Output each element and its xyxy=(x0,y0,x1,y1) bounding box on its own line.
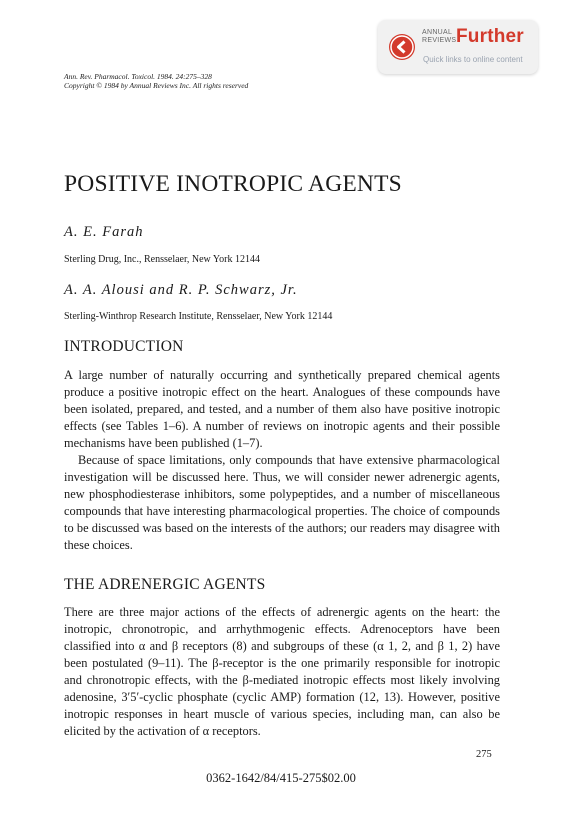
intro-paragraph-2: Because of space limitations, only compounds that have extensive pharmacological investigation will be discussed here. Thus, we will consider newer adrenergic agents, new phosphodiesterase inhibitors, some polypeptides, and a number of miscellaneous compounds that have interesting pharmacological properties. The choice of compounds to be discussed was based on the interests of the authors; our readers may disagree with these choices. xyxy=(64,453,500,552)
banner-further: Further xyxy=(456,26,524,47)
banner-reviews: REVIEWS xyxy=(422,37,457,44)
annual-reviews-further-banner[interactable] xyxy=(378,20,538,74)
article-title: POSITIVE INOTROPIC AGENTS xyxy=(64,171,402,197)
chevron-left-icon xyxy=(389,34,415,60)
citation xyxy=(64,72,248,90)
banner-annual: ANNUAL xyxy=(422,29,453,36)
section-heading-introduction: INTRODUCTION xyxy=(64,338,184,355)
banner-annual-reviews xyxy=(422,29,456,45)
author-1: A. E. Farah xyxy=(64,224,144,240)
citation-line-1: Ann. Rev. Pharmacol. Toxicol. 1984. 24:275–328 xyxy=(64,72,212,81)
article-code: 0362-1642/84/415-275$02.00 xyxy=(206,771,356,785)
section-heading-adrenergic: THE ADRENERGIC AGENTS xyxy=(64,576,266,593)
banner-subtitle: Quick links to online content xyxy=(423,55,523,64)
author-2: A. A. Alousi and R. P. Schwarz, Jr. xyxy=(64,282,298,298)
adrenergic-paragraph-1: There are three major actions of the effects of adrenergic agents on the heart: the inotropic, chronotropic, and arrhythmogenic effects. Adrenoceptors have been classified into α and β receptors (8) and subgroups of these (α 1, 2, and β 1, 2) have been postulated (9–11). The β-receptor is the one primarily responsible for inotropic and chronotropic effects, with the β-mediated inotropic effects most likely involving adenosine, 3′5′-cyclic phosphate (cyclic AMP) formation (12, 13). However, positive inotropic responses in heart muscle of various species, including man, can also be elicited by the activation of α receptors. xyxy=(64,605,500,738)
citation-line-2: Copyright © 1984 by Annual Reviews Inc. All rights reserved xyxy=(64,81,249,90)
page-number: 275 xyxy=(476,749,492,760)
affiliation-2: Sterling-Winthrop Research Institute, Rensselaer, New York 12144 xyxy=(64,311,333,322)
affiliation-1: Sterling Drug, Inc., Rensselaer, New York 12144 xyxy=(64,254,260,265)
intro-paragraph-1: A large number of naturally occurring and synthetically prepared chemical agents produce a positive inotropic effect on the heart. Analogues of these compounds have been isolated, prepared, and tested, and a number of them also have positive inotropic effects (see Tables 1–6). A number of reviews on inotropic agents and their possible mechanisms have been published (1–7). xyxy=(64,368,500,450)
